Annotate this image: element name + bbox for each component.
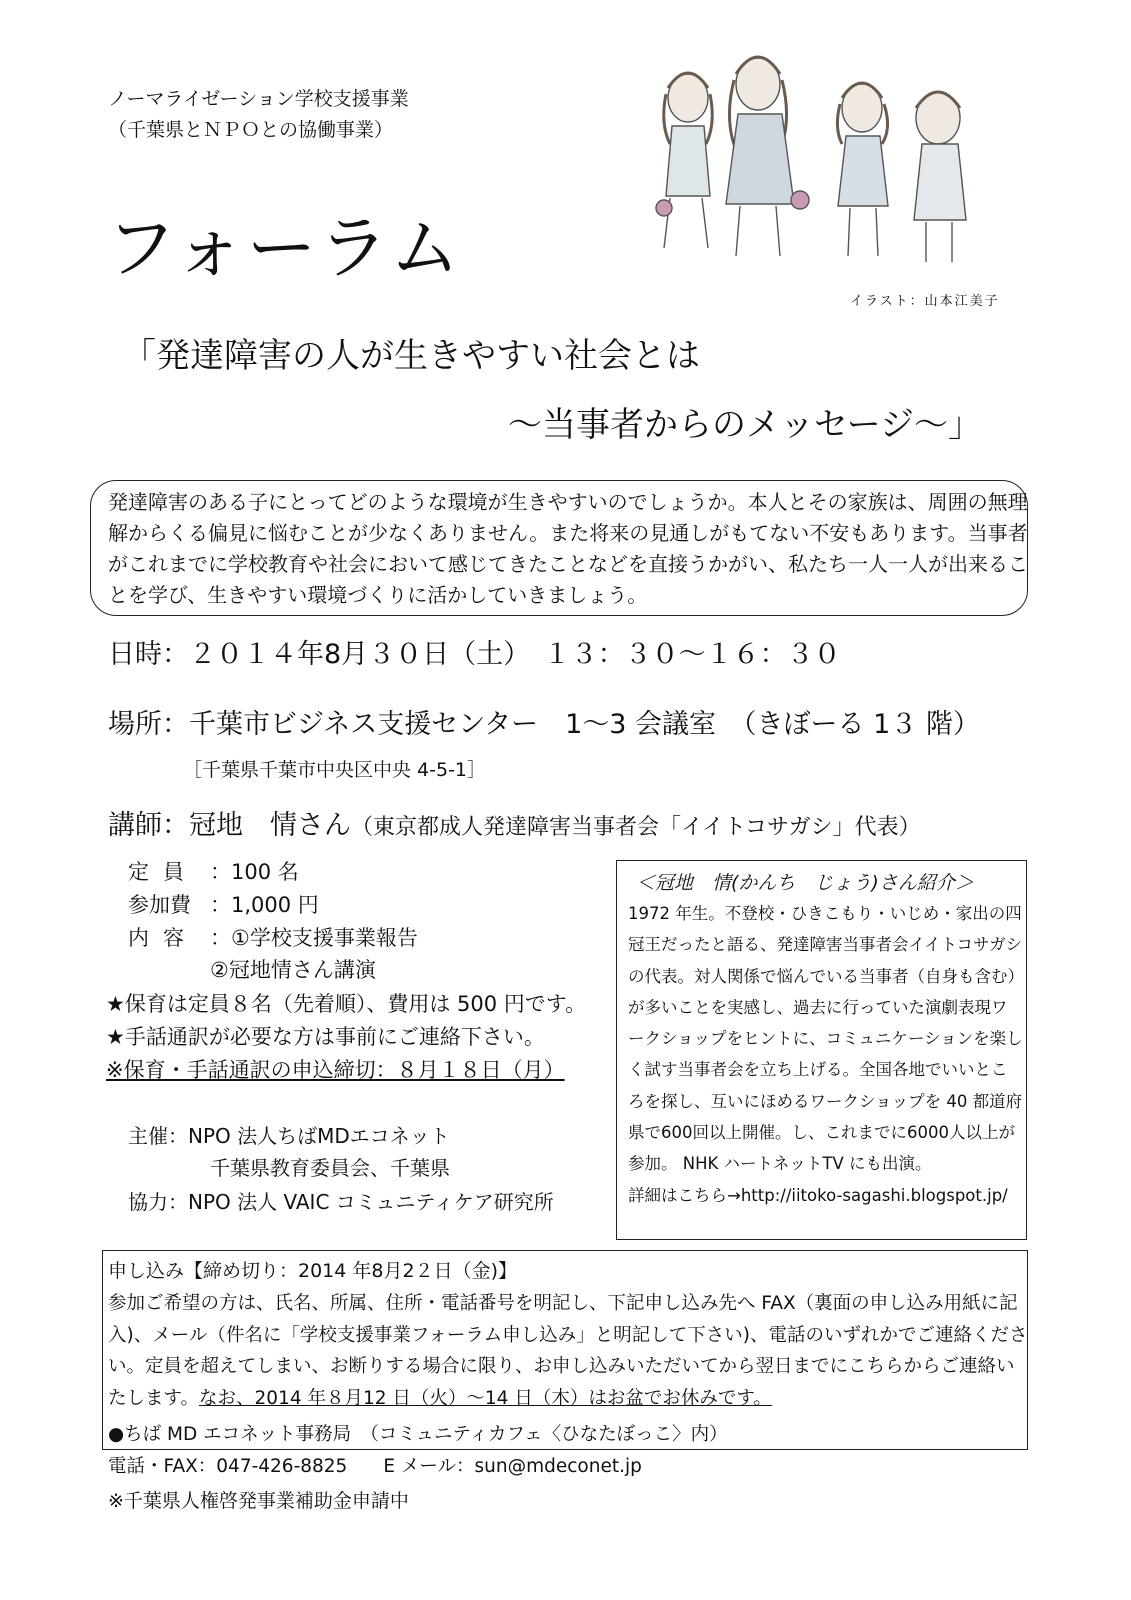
capacity-label: 定員 xyxy=(128,860,198,884)
subtitle-line-2: ～当事者からのメッセージ～」 xyxy=(508,405,982,445)
capacity-row xyxy=(128,856,299,886)
illustration-credit: イラスト：山本江美子 xyxy=(850,294,1000,309)
girl-figure-3 xyxy=(837,83,888,256)
profile-body xyxy=(628,898,1023,1211)
girl-figure-2 xyxy=(726,57,809,256)
office-line: ●ちば MD エコネット事務局 （コミュニティカフェ〈ひなたぼっこ〉内） xyxy=(108,1424,728,1445)
lecturer-affiliation: （東京都成人発達障害当事者会「イイトコサガシ」代表） xyxy=(351,815,921,840)
contact-line xyxy=(108,1452,642,1478)
host-line-1: 主催：NPO 法人ちばMDエコネット xyxy=(128,1124,450,1148)
intro-text: 発達障害のある子にとってどのような環境が生きやすいのでしょうか。本人とその家族は、周囲の無理解からくる偏見に悩むことが少なくありません。また将来の見通しがもてない不安もあります。当事者がこれまでに学校教育や社会において感じてきたことなどを直接うかがい、私たち一人一人が出来ることを学び、生きやすい環境づくりに活かしていきましょう。 xyxy=(108,490,1028,607)
sign-language-note: ★手話通訳が必要な方は事前にご連絡下さい。 xyxy=(106,1025,545,1049)
fee-value: ：1,000 円 xyxy=(210,893,319,917)
childcare-note: ★保育は定員８名（先着順）、費用は 500 円です。 xyxy=(106,992,587,1016)
cooperation-line: 協力：NPO 法人 VAIC コミュニティケア研究所 xyxy=(128,1190,554,1214)
content-item-2: ②冠地情さん講演 xyxy=(210,958,376,982)
content-item-1: ：①学校支援事業報告 xyxy=(210,926,418,950)
illustration-four-girls xyxy=(640,48,985,278)
girl-figure-1 xyxy=(656,73,712,248)
fee-row xyxy=(128,889,319,919)
event-datetime: 日時：２０１４年8月３０日（土） １３：３０～１６：３０ xyxy=(108,639,841,670)
org-line-2: （千葉県とＮＰＯとの協働事業） xyxy=(108,119,394,141)
childcare-deadline-note: ※保育・手話通訳の申込締切：８月１８日（月） xyxy=(106,1058,565,1082)
content-row-2 xyxy=(128,954,376,984)
phone-fax: 電話・FAX：047-426-8825 xyxy=(108,1456,348,1477)
event-address: ［千葉県千葉市中央区中央 4-5-1］ xyxy=(183,759,487,781)
application-text: 参加ご希望の方は、氏名、所属、住所・電話番号を明記し、下記申し込み先へ FAX（裏面の申し込み用紙に記入)、メール（件名に「学校支援事業フォーラム申し込み」と明記して下さい)、電話のいずれかでご連絡ください。定員を超えてしまい、お断りする場合に限り、お申し込みいただいてから翌日までにこちらからご連絡いたします。 xyxy=(108,1293,1028,1409)
profile-title: ＜冠地 情(かんち じょう)さん紹介＞ xyxy=(636,872,974,894)
capacity-value: ：100 名 xyxy=(210,860,299,884)
lecturer-name: 講師：冠地 情さん xyxy=(108,810,351,841)
fee-label: 参加費 xyxy=(128,893,191,917)
subtitle-line-1: 「発達障害の人が生きやすい社会とは xyxy=(122,336,700,376)
event-lecturer xyxy=(108,803,921,842)
org-line-1: ノーマライゼーション学校支援事業 xyxy=(108,88,409,110)
email-address[interactable]: E メール：sun@mdeconet.jp xyxy=(383,1456,642,1477)
subsidy-note: ※千葉県人権啓発事業補助金申請中 xyxy=(108,1490,409,1512)
application-body xyxy=(108,1288,1030,1414)
host-line-2: 千葉県教育委員会、千葉県 xyxy=(210,1156,450,1180)
content-row xyxy=(128,922,418,952)
application-title: 申し込み【締め切り：2014 年8月2２日（金)】 xyxy=(108,1260,517,1282)
holiday-note: なお、2014 年８月12 日（火）～14 日（木）はお盆でお休みです。 xyxy=(199,1387,772,1409)
page-title: フォーラム xyxy=(106,207,462,289)
profile-link[interactable]: 詳細はこちら→http://iitoko-sagashi.blogspot.jp/ xyxy=(628,1185,1008,1205)
profile-text: 1972 年生。不登校・ひきこもり・いじめ・家出の四冠王だったと語る、発達障害当事者会イイトコサガシの代表。対人関係で悩んでいる当事者（自身も含む）が多いことを実感し、過去に行っていた演劇表現ワークショップをヒントに、コミュニケーションを楽しく試す当事者会を立ち上げる。全国各地でいいところを探し、互いにほめるワークショップを 40 都道府県で600回以上開催。し、これまでに6000人以上が参加。 NHK ハートネットTV にも出演。 xyxy=(628,904,1023,1174)
event-venue: 場所：千葉市ビジネス支援センター 1～3 会議室 （きぼーる 1３ 階） xyxy=(108,709,980,740)
girl-figure-4 xyxy=(914,92,966,262)
content-label: 内容 xyxy=(128,926,198,950)
